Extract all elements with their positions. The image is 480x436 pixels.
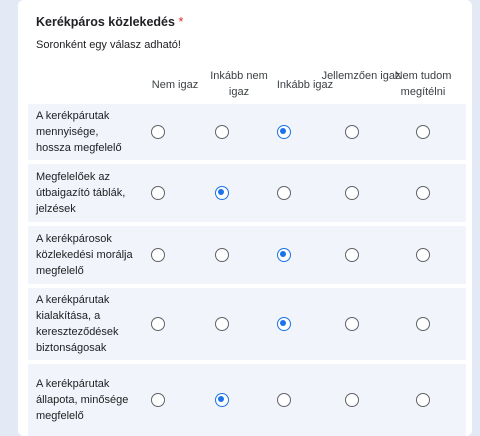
- radio-button[interactable]: [215, 317, 229, 331]
- radio-button[interactable]: [151, 317, 165, 331]
- grid-row: [28, 164, 466, 222]
- grid-row: [28, 226, 466, 284]
- grid-row: [28, 104, 466, 160]
- radio-button[interactable]: [151, 393, 165, 407]
- column-header-nem-tudom-megitelni: Nem tudom megítélni: [394, 70, 452, 98]
- required-mark: *: [178, 15, 184, 29]
- grid-row-label: A kerékpárutak mennyisége, hossza megfelelő: [36, 110, 122, 154]
- radio-button[interactable]: [277, 393, 291, 407]
- column-header-inkabb-nem-igaz: Inkább nem igaz: [210, 70, 268, 98]
- grid-row: [28, 288, 466, 360]
- radio-button[interactable]: [277, 186, 291, 200]
- radio-button[interactable]: [345, 186, 359, 200]
- radio-button[interactable]: [215, 125, 229, 139]
- column-header-nem-igaz: Nem igaz: [151, 79, 199, 91]
- radio-button[interactable]: [416, 125, 430, 139]
- radio-button[interactable]: [345, 125, 359, 139]
- radio-button[interactable]: [277, 248, 291, 262]
- question-title: [36, 15, 183, 29]
- grid-row: [28, 364, 466, 436]
- radio-button[interactable]: [277, 125, 291, 139]
- grid-row-label: A kerékpárosok közlekedési morálja megfelelő: [36, 233, 133, 277]
- grid-row-label: Megfelelőek az útbaigazító táblák, jelzések: [36, 171, 126, 215]
- radio-button[interactable]: [151, 186, 165, 200]
- radio-button[interactable]: [345, 317, 359, 331]
- question-card: [18, 0, 472, 436]
- radio-button[interactable]: [151, 248, 165, 262]
- column-header-jellemzoen-igaz: Jellemzően igaz: [321, 70, 401, 82]
- radio-button[interactable]: [215, 186, 229, 200]
- radio-button[interactable]: [416, 393, 430, 407]
- grid-row-label: A kerékpárutak állapota, minősége megfelelő: [36, 378, 129, 422]
- radio-button[interactable]: [345, 248, 359, 262]
- radio-button[interactable]: [416, 317, 430, 331]
- radio-button[interactable]: [416, 248, 430, 262]
- column-header-inkabb-igaz: Inkább igaz: [276, 79, 334, 91]
- radio-button[interactable]: [215, 393, 229, 407]
- radio-button[interactable]: [215, 248, 229, 262]
- radio-button[interactable]: [345, 393, 359, 407]
- grid-row-label: A kerékpárutak kialakítása, a kereszteződések biztonságosak: [36, 294, 119, 354]
- radio-button[interactable]: [151, 125, 165, 139]
- radio-button[interactable]: [416, 186, 430, 200]
- question-instructions: Soronként egy válasz adható!: [36, 39, 181, 51]
- question-title-text: Kerékpáros közlekedés: [36, 15, 175, 29]
- radio-button[interactable]: [277, 317, 291, 331]
